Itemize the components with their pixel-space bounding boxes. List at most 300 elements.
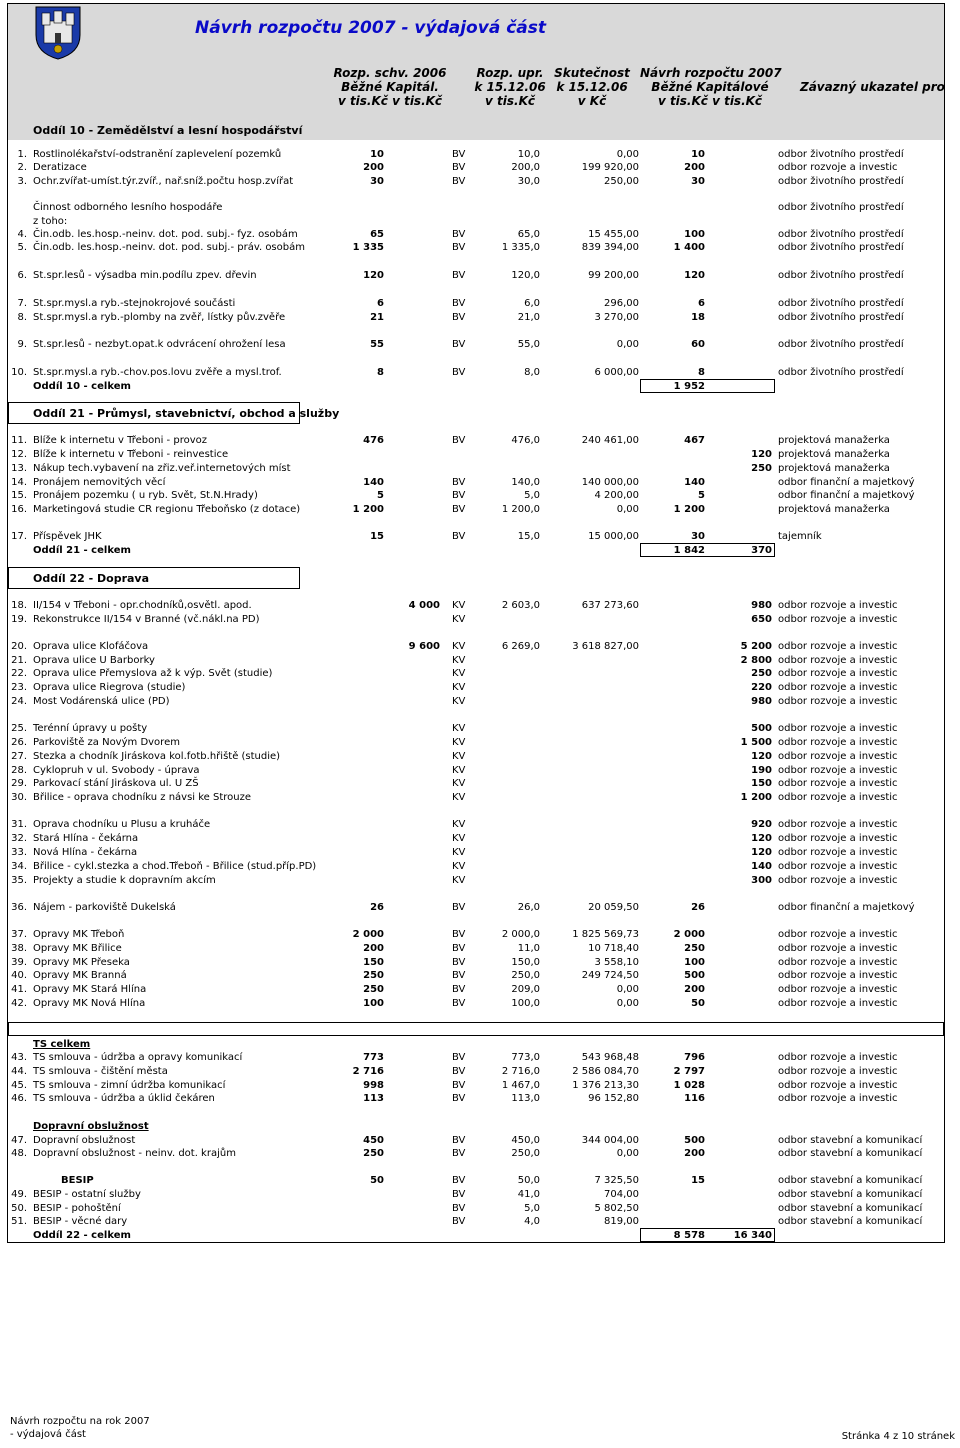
expense-type: KV (452, 751, 466, 762)
expense-type: BV (452, 339, 466, 350)
adjusted-budget: 5,0 (524, 490, 540, 501)
actual-spending: 1 376 213,30 (572, 1080, 639, 1091)
item-number: 46. (11, 1093, 27, 1104)
item-number: 2. (17, 162, 27, 173)
responsible-department: odbor rozvoje a investic (778, 765, 898, 776)
expense-type: BV (452, 162, 466, 173)
budget-current: 150 (363, 957, 384, 968)
expense-type: KV (452, 723, 466, 734)
responsible-department: projektová manažerka (778, 435, 890, 446)
proposal-current: 200 (684, 984, 705, 995)
expense-type: BV (452, 1080, 466, 1091)
table-row (0, 736, 960, 749)
table-row (0, 928, 960, 941)
adjusted-budget: 250,0 (511, 1148, 540, 1159)
adjusted-budget: 5,0 (524, 1203, 540, 1214)
table-row (0, 462, 960, 475)
adjusted-budget: 41,0 (517, 1189, 540, 1200)
proposal-capital: 650 (751, 614, 772, 625)
section-title: Oddíl 10 - Zemědělství a lesní hospodářství (33, 124, 303, 137)
subsection-heading (0, 1120, 960, 1133)
responsible-department: odbor finanční a majetkový (778, 477, 915, 488)
table-row (0, 599, 960, 612)
item-description: Čin.odb. les.hosp.-neinv. dot. pod. subj.- fyz. osobám (33, 229, 298, 240)
expense-type: BV (452, 1052, 466, 1063)
responsible-department: odbor finanční a majetkový (778, 490, 915, 501)
responsible-department: odbor rozvoje a investic (778, 737, 898, 748)
col-header-zavazny-ukazatel: Závazný ukazatel pro (800, 80, 945, 94)
item-number: 50. (11, 1203, 27, 1214)
responsible-department: odbor rozvoje a investic (778, 875, 898, 886)
responsible-department: odbor rozvoje a investic (778, 957, 898, 968)
table-row (0, 764, 960, 777)
responsible-department: odbor rozvoje a investic (778, 162, 898, 173)
item-number: 49. (11, 1189, 27, 1200)
responsible-department: odbor stavební a komunikací (778, 1135, 923, 1146)
budget-current: 6 (377, 298, 384, 309)
col-header-line: v tis.Kč v tis.Kč (337, 94, 443, 108)
proposal-capital: 150 (751, 778, 772, 789)
expense-type: KV (452, 875, 466, 886)
actual-spending: 637 273,60 (581, 600, 639, 611)
item-description: St.spr.lesů - nezbyt.opat.k odvrácení ohrožení lesa (33, 339, 286, 350)
total-capital: 16 340 (733, 1230, 772, 1241)
expense-type: BV (452, 998, 466, 1009)
budget-current: 476 (363, 435, 384, 446)
total-box (640, 543, 775, 557)
town-crest-icon (34, 5, 82, 61)
responsible-department: odbor rozvoje a investic (778, 723, 898, 734)
proposal-current: 100 (684, 229, 705, 240)
budget-current: 250 (363, 1148, 384, 1159)
expense-type: BV (452, 270, 466, 281)
expense-type: BV (452, 176, 466, 187)
table-row (0, 201, 960, 214)
item-description: Stará Hlína - čekárna (33, 833, 139, 844)
actual-spending: 3 618 827,00 (572, 641, 639, 652)
proposal-current: 10 (691, 149, 705, 160)
item-description: Oprava ulice Klofáčova (33, 641, 149, 652)
adjusted-budget: 65,0 (517, 229, 540, 240)
section-title: Oddíl 22 - Doprava (33, 572, 150, 585)
expense-type: BV (452, 1203, 466, 1214)
budget-current: 1 200 (352, 504, 384, 515)
responsible-department: odbor rozvoje a investic (778, 833, 898, 844)
adjusted-budget: 1 335,0 (501, 242, 540, 253)
table-row (0, 489, 960, 502)
item-number: 48. (11, 1148, 27, 1159)
subsection-title: TS celkem (33, 1039, 91, 1050)
expense-type: BV (452, 435, 466, 446)
budget-current: 15 (370, 531, 384, 542)
adjusted-budget: 11,0 (517, 943, 540, 954)
col-header-line: v tis.Kč v tis.Kč (657, 94, 763, 108)
item-number: 4. (17, 229, 27, 240)
section-total-label: Oddíl 22 - celkem (33, 1230, 131, 1241)
expense-type: BV (452, 531, 466, 542)
item-number: 31. (11, 819, 27, 830)
col-header-line: Běžné Kapitálové (651, 80, 769, 94)
item-number: 32. (11, 833, 27, 844)
item-description: Opravy MK Branná (33, 970, 127, 981)
responsible-department: odbor životního prostředí (778, 202, 904, 213)
budget-current: 10 (370, 149, 384, 160)
adjusted-budget: 100,0 (511, 998, 540, 1009)
table-row (0, 969, 960, 982)
responsible-department: projektová manažerka (778, 463, 890, 474)
responsible-department: odbor rozvoje a investic (778, 1052, 898, 1063)
budget-current: 100 (363, 998, 384, 1009)
item-number: 35. (11, 875, 27, 886)
table-row (0, 874, 960, 887)
item-number: 36. (11, 902, 27, 913)
responsible-department: odbor životního prostředí (778, 298, 904, 309)
responsible-department: odbor stavební a komunikací (778, 1189, 923, 1200)
col-header-line: Rozp. schv. 2006 (333, 66, 447, 80)
budget-current: 1 335 (352, 242, 384, 253)
proposal-current: 200 (684, 1148, 705, 1159)
proposal-current: 5 (698, 490, 705, 501)
item-number: 33. (11, 847, 27, 858)
proposal-capital: 300 (751, 875, 772, 886)
col-header-line: Skutečnost (554, 66, 630, 80)
responsible-department: odbor finanční a majetkový (778, 902, 915, 913)
table-row (0, 846, 960, 859)
item-description: Dopravní obslužnost - neinv. dot. krajům (33, 1148, 236, 1159)
table-row (0, 942, 960, 955)
adjusted-budget: 140,0 (511, 477, 540, 488)
responsible-department: odbor rozvoje a investic (778, 696, 898, 707)
actual-spending: 2 586 084,70 (572, 1066, 639, 1077)
proposal-current: 18 (691, 312, 705, 323)
actual-spending: 10 718,40 (588, 943, 639, 954)
table-row (0, 311, 960, 324)
item-number: 37. (11, 929, 27, 940)
item-description: Stezka a chodník Jiráskova kol.fotb.hřiště (studie) (33, 751, 281, 762)
item-number: 20. (11, 641, 27, 652)
budget-current: 140 (363, 477, 384, 488)
adjusted-budget: 8,0 (524, 367, 540, 378)
item-description: Rekonstrukce II/154 v Branné (vč.nákl.na PD) (33, 614, 260, 625)
table-row (0, 667, 960, 680)
budget-current: 200 (363, 162, 384, 173)
responsible-department: odbor rozvoje a investic (778, 943, 898, 954)
col-header-line: k 15.12.06 (556, 80, 628, 94)
table-row (0, 818, 960, 831)
proposal-current: 15 (691, 1175, 705, 1186)
budget-current: 21 (370, 312, 384, 323)
item-number: 10. (11, 367, 27, 378)
expense-type: BV (452, 477, 466, 488)
proposal-current: 250 (684, 943, 705, 954)
actual-spending: 543 968,48 (581, 1052, 639, 1063)
table-row (0, 722, 960, 735)
total-capital: 370 (751, 545, 772, 556)
actual-spending: 819,00 (604, 1216, 639, 1227)
page-title: Návrh rozpočtu 2007 - výdajová část (195, 18, 546, 38)
table-row (0, 1188, 960, 1201)
proposal-current: 8 (698, 367, 705, 378)
responsible-department: odbor životního prostředí (778, 176, 904, 187)
adjusted-budget: 476,0 (511, 435, 540, 446)
expense-type: BV (452, 1066, 466, 1077)
adjusted-budget: 6 269,0 (501, 641, 540, 652)
adjusted-budget: 2 000,0 (501, 929, 540, 940)
adjusted-budget: 200,0 (511, 162, 540, 173)
total-box (640, 1228, 775, 1242)
responsible-department: odbor stavební a komunikací (778, 1203, 923, 1214)
expense-type: BV (452, 929, 466, 940)
item-number: 11. (11, 435, 27, 446)
expense-type: BV (452, 1135, 466, 1146)
subsection-heading (0, 1038, 960, 1051)
item-description: BESIP - ostatní služby (33, 1189, 141, 1200)
responsible-department: odbor životního prostředí (778, 312, 904, 323)
responsible-department: odbor stavební a komunikací (778, 1148, 923, 1159)
proposal-current: 60 (691, 339, 705, 350)
budget-current: 2 716 (352, 1066, 384, 1077)
page-footer (10, 1415, 150, 1441)
table-row (0, 503, 960, 516)
expense-type: KV (452, 833, 466, 844)
table-row (0, 269, 960, 282)
table-row (0, 338, 960, 351)
proposal-current: 1 028 (673, 1080, 705, 1091)
item-number: 34. (11, 861, 27, 872)
actual-spending: 15 455,00 (588, 229, 639, 240)
section-heading (0, 124, 960, 137)
item-number: 5. (17, 242, 27, 253)
table-row (0, 1079, 960, 1092)
expense-type: KV (452, 600, 466, 611)
table-row (0, 681, 960, 694)
item-number: 26. (11, 737, 27, 748)
actual-spending: 240 461,00 (581, 435, 639, 446)
item-description: St.spr.mysl.a ryb.-plomby na zvěř, lístky pův.zvěře (33, 312, 286, 323)
actual-spending: 0,00 (616, 1148, 639, 1159)
item-description: Pronájem nemovitých věcí (33, 477, 166, 488)
item-number: 27. (11, 751, 27, 762)
table-row (0, 901, 960, 914)
item-description: Parkoviště za Novým Dvorem (33, 737, 180, 748)
proposal-current: 500 (684, 1135, 705, 1146)
actual-spending: 0,00 (616, 149, 639, 160)
responsible-department: odbor rozvoje a investic (778, 998, 898, 1009)
item-description: Blíže k internetu v Třeboni - provoz (33, 435, 207, 446)
table-row (0, 997, 960, 1010)
item-number: 3. (17, 176, 27, 187)
col-header-rozp-schv (330, 66, 450, 108)
responsible-department: projektová manažerka (778, 449, 890, 460)
table-row (0, 476, 960, 489)
table-row (0, 695, 960, 708)
table-row (0, 366, 960, 379)
adjusted-budget: 150,0 (511, 957, 540, 968)
responsible-department: projektová manažerka (778, 504, 890, 515)
proposal-current: 30 (691, 176, 705, 187)
item-description: St.spr.lesů - výsadba min.podílu zpev. dřevin (33, 270, 257, 281)
proposal-current: 116 (684, 1093, 705, 1104)
item-description: Ochr.zvířat-umíst.týr.zvíř., nař.sníž.počtu hosp.zvířat (33, 176, 294, 187)
item-number: 12. (11, 449, 27, 460)
section-total-label: Oddíl 10 - celkem (33, 381, 131, 392)
expense-type: BV (452, 367, 466, 378)
adjusted-budget: 15,0 (517, 531, 540, 542)
actual-spending: 5 802,50 (594, 1203, 639, 1214)
col-header-navrh-2007 (640, 66, 780, 108)
expense-type: BV (452, 1093, 466, 1104)
section-title: Oddíl 21 - Průmysl, stavebnictví, obchod a služby (33, 407, 340, 420)
item-number: 41. (11, 984, 27, 995)
responsible-department: odbor rozvoje a investic (778, 1093, 898, 1104)
responsible-department: odbor rozvoje a investic (778, 929, 898, 940)
proposal-current: 2 797 (673, 1066, 705, 1077)
proposal-current: 1 200 (673, 504, 705, 515)
table-row (0, 750, 960, 763)
adjusted-budget: 1 467,0 (501, 1080, 540, 1091)
actual-spending: 7 325,50 (594, 1175, 639, 1186)
proposal-capital: 500 (751, 723, 772, 734)
item-description: Blíže k internetu v Třeboni - reinvestice (33, 449, 229, 460)
item-number: 9. (17, 339, 27, 350)
proposal-current: 100 (684, 957, 705, 968)
item-description: Opravy MK Nová Hlína (33, 998, 146, 1009)
proposal-capital: 920 (751, 819, 772, 830)
budget-current: 200 (363, 943, 384, 954)
table-row (0, 434, 960, 447)
responsible-department: odbor rozvoje a investic (778, 970, 898, 981)
item-number: 15. (11, 490, 27, 501)
table-row (0, 1092, 960, 1105)
proposal-current: 2 000 (673, 929, 705, 940)
section-total-label: Oddíl 21 - celkem (33, 545, 131, 556)
col-header-line: Běžné Kapitál. (341, 80, 439, 94)
section-title-box (8, 402, 300, 424)
table-row (0, 1134, 960, 1147)
actual-spending: 1 825 569,73 (572, 929, 639, 940)
budget-current: 50 (370, 1175, 384, 1186)
table-row (0, 791, 960, 804)
responsible-department: odbor rozvoje a investic (778, 819, 898, 830)
expense-type: KV (452, 668, 466, 679)
item-number: 47. (11, 1135, 27, 1146)
adjusted-budget: 773,0 (511, 1052, 540, 1063)
item-description: Břilice - oprava chodníku z návsi ke Strouze (33, 792, 252, 803)
adjusted-budget: 55,0 (517, 339, 540, 350)
expense-type: BV (452, 229, 466, 240)
actual-spending: 0,00 (616, 504, 639, 515)
expense-type: KV (452, 696, 466, 707)
table-row (0, 228, 960, 241)
proposal-capital: 120 (751, 751, 772, 762)
adjusted-budget: 21,0 (517, 312, 540, 323)
item-description: Příspěvek JHK (33, 531, 102, 542)
actual-spending: 839 394,00 (581, 242, 639, 253)
adjusted-budget: 30,0 (517, 176, 540, 187)
actual-spending: 3 270,00 (594, 312, 639, 323)
responsible-department: odbor rozvoje a investic (778, 614, 898, 625)
item-description: Opravy MK Třeboň (33, 929, 125, 940)
actual-spending: 249 724,50 (581, 970, 639, 981)
item-number: 28. (11, 765, 27, 776)
adjusted-budget: 120,0 (511, 270, 540, 281)
responsible-department: odbor stavební a komunikací (778, 1175, 923, 1186)
item-description: Rostlinolékařství-odstranění zaplevelení pozemků (33, 149, 282, 160)
actual-spending: 199 920,00 (581, 162, 639, 173)
total-box (640, 379, 775, 393)
item-description: Opravy MK Břilice (33, 943, 122, 954)
expense-type: KV (452, 641, 466, 652)
item-description: Pronájem pozemku ( u ryb. Svět, St.N.Hrady) (33, 490, 258, 501)
table-row (0, 1215, 960, 1228)
item-description: BESIP - věcné dary (33, 1216, 128, 1227)
budget-current: 250 (363, 970, 384, 981)
table-row (0, 1147, 960, 1160)
proposal-current: 796 (684, 1052, 705, 1063)
proposal-current: 6 (698, 298, 705, 309)
separator-box (8, 1022, 944, 1036)
table-row (0, 241, 960, 254)
item-number: 18. (11, 600, 27, 611)
budget-capital: 4 000 (408, 600, 440, 611)
budget-current: 998 (363, 1080, 384, 1091)
expense-type: BV (452, 957, 466, 968)
section-total-row (0, 380, 960, 393)
item-description: St.spr.mysl.a ryb.-chov.pos.lovu zvěře a mysl.trof. (33, 367, 282, 378)
item-description: Nákup tech.vybavení na zřiz.veř.internetových míst (33, 463, 291, 474)
proposal-capital: 980 (751, 696, 772, 707)
responsible-department: odbor rozvoje a investic (778, 641, 898, 652)
table-row (0, 1051, 960, 1064)
budget-current: 30 (370, 176, 384, 187)
actual-spending: 296,00 (604, 298, 639, 309)
expense-type: BV (452, 1189, 466, 1200)
item-description: Nová Hlína - čekárna (33, 847, 138, 858)
item-description: Oprava chodníku u Plusu a kruháče (33, 819, 211, 830)
item-description: TS smlouva - údržba a opravy komunikací (33, 1052, 243, 1063)
budget-capital: 9 600 (408, 641, 440, 652)
actual-spending: 99 200,00 (588, 270, 639, 281)
adjusted-budget: 250,0 (511, 970, 540, 981)
table-row (0, 175, 960, 188)
budget-current: 120 (363, 270, 384, 281)
budget-current: 26 (370, 902, 384, 913)
responsible-department: odbor rozvoje a investic (778, 668, 898, 679)
item-number: 21. (11, 655, 27, 666)
expense-type: BV (452, 298, 466, 309)
responsible-department: odbor rozvoje a investic (778, 778, 898, 789)
table-row (0, 530, 960, 543)
proposal-current: 500 (684, 970, 705, 981)
table-row (0, 215, 960, 228)
table-row (0, 161, 960, 174)
item-description: z toho: (33, 216, 68, 227)
col-header-rozp-upr (470, 66, 550, 108)
total-current: 1 952 (673, 381, 705, 392)
table-row (0, 613, 960, 626)
item-description: Marketingová studie CR regionu Třeboňsko (z dotace) (33, 504, 301, 515)
item-description: Projekty a studie k dopravním akcím (33, 875, 216, 886)
item-description: Činnost odborného lesního hospodáře (33, 202, 223, 213)
responsible-department: odbor rozvoje a investic (778, 655, 898, 666)
footer-subtitle: - výdajová část (10, 1429, 86, 1440)
section-total-row (0, 544, 960, 557)
proposal-capital: 120 (751, 833, 772, 844)
actual-spending: 704,00 (604, 1189, 639, 1200)
table-row (0, 956, 960, 969)
responsible-department: odbor rozvoje a investic (778, 847, 898, 858)
responsible-department: odbor rozvoje a investic (778, 1066, 898, 1077)
